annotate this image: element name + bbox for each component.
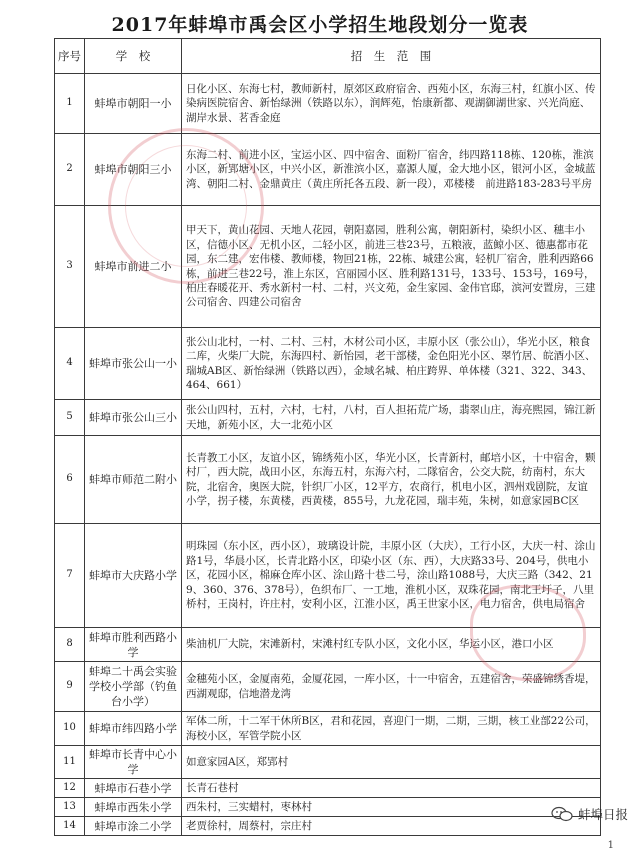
- enrollment-area: 军体二所，十二军干休所B区，君和花园，喜迎门一期，二期，三期，核工业部22公司，海校小区，军管学院小区: [182, 712, 601, 746]
- enrollment-area: 张公山北村，一村、二村、三村，木材公司小区，丰原小区（张公山），华光小区，粮食二库，火柴厂大院，东海四村、新怡园，老干部楼，金色阳光小区、翠竹居、皖酒小区、瑞城AB区、新怡绿洲（铁路以西），金域名城、柏庄跨界、单体楼（321、322、343、464、661）: [182, 328, 601, 400]
- school-name: 蚌埠市张公山三小: [85, 400, 182, 436]
- school-name: 蚌埠市石巷小学: [85, 779, 182, 798]
- school-name: 蚌埠市师范二附小: [85, 436, 182, 524]
- chat-bubble-icon: [551, 806, 573, 822]
- table-row: [55, 712, 601, 746]
- newspaper-watermark: [551, 805, 628, 823]
- enrollment-area: 日化小区、东海七村，教师新村，原郊区政府宿舍、西苑小区，东海三村，红旗小区、传染病医院宿舍、新怡绿洲（铁路以东），润辉苑，怡康新都、观湖御湖世家、兴光尚庭、湖岸水景、茗香金庭: [182, 74, 601, 134]
- table-row: [55, 662, 601, 712]
- school-name: 蚌埠二十禹会实验学校小学部（钓鱼台小学）: [85, 662, 182, 712]
- enrollment-area: 老贾徐村，周蔡村，宗庄村: [182, 817, 601, 836]
- school-name: 蚌埠市朝阳三小: [85, 134, 182, 206]
- table-header-row: [55, 39, 601, 74]
- enrollment-area: 明珠园（东小区，西小区），玻璃设计院，丰原小区（大庆），工行小区，大庆一村、涂山路1号，华晨小区，长青北路小区，印染小区（东、西），大庆路33号、204号，供电小区，花园小区，棉麻仓库小区、涂山路十巷二号，涂山路1088号，大庆三路（342、219、360、376、378号），色织布厂、一工地，淮机小区，双珠花园，南北王圩子，八里桥村，王岗村，许庄村，安利小区，江淮小区，禹王世家小区，电力宿舍，供电局宿舍: [182, 524, 601, 628]
- table-row: [55, 798, 601, 817]
- row-number: 9: [55, 662, 85, 712]
- row-number: 2: [55, 134, 85, 206]
- row-number: 14: [55, 817, 85, 836]
- school-name: 蚌埠市纬四路小学: [85, 712, 182, 746]
- row-number: 7: [55, 524, 85, 628]
- enrollment-area: 金穗苑小区，金厦南苑，金厦花园，一库小区，十一中宿舍，五建宿舍，荣盛锦绣香堤，西湖观邸，信地潜龙湾: [182, 662, 601, 712]
- header-number: 序号: [55, 39, 85, 74]
- row-number: 13: [55, 798, 85, 817]
- row-number: 5: [55, 400, 85, 436]
- table-row: [55, 524, 601, 628]
- table-row: [55, 817, 601, 836]
- school-name: 蚌埠市张公山一小: [85, 328, 182, 400]
- enrollment-area: 张公山四村，五村，六村，七村，八村，百人担拓荒广场，翡翠山庄，海亮熙园，锦江新天地，新苑小区，大一北苑小区: [182, 400, 601, 436]
- document-title: 2017年蚌埠市禹会区小学招生地段划分一览表: [111, 14, 529, 36]
- row-number: 4: [55, 328, 85, 400]
- row-number: 12: [55, 779, 85, 798]
- table-row: [55, 628, 601, 662]
- row-number: 1: [55, 74, 85, 134]
- enrollment-area: 长青教工小区，友谊小区，锦绣苑小区，华光小区，长青新村，邮培小区，十中宿舍，颗村厂，西大院，战田小区，东海五村，东海六村，二隊宿舍，公交大院，纺南村，东大院，北宿舍，奥医大院，针织厂小区，12平方，农商行，机电小区，泗州戏剧院，友谊小学，拐子楼，东黄楼，西黄楼，855号，九龙花园，瑞丰苑，朱树，如意家园BC区: [182, 436, 601, 524]
- table-row: [55, 328, 601, 400]
- enrollment-area: 长青石巷村: [182, 779, 601, 798]
- table-row: [55, 746, 601, 779]
- district-table-container: [54, 38, 600, 836]
- table-row: [55, 400, 601, 436]
- school-name: 蚌埠市大庆路小学: [85, 524, 182, 628]
- row-number: 8: [55, 628, 85, 662]
- school-name: 蚌埠市西朱小学: [85, 798, 182, 817]
- school-name: 蚌埠市胜利西路小学: [85, 628, 182, 662]
- row-number: 10: [55, 712, 85, 746]
- school-name: 蚌埠市朝阳一小: [85, 74, 182, 134]
- school-name: 蚌埠市前进二小: [85, 206, 182, 328]
- page-number: 1: [607, 840, 614, 851]
- enrollment-area: 甲天下，黄山花园、天地人花园，朝阳嘉园，胜利公寓，朝阳新村，染织小区、穗丰小区，信德小区、无机小区，二轻小区，前进三巷23号，五粮液，蓝鲸小区、德惠都市花园，东二建，宏伟楼、教师楼，物回21栋，22栋、城建公寓，轻机厂宿舍，胜利西路66栋，前进三巷22号，淮上东区，宫丽园小区、胜利路131号，133号、153号，169号，柏庄春暖花开、秀水新村一村、二村，兴文苑，金生家园、金伟官邸，滨河安置房，三建公司宿舍、四建公司宿舍: [182, 206, 601, 328]
- table-row: [55, 779, 601, 798]
- enrollment-area: 如意家园A区，郑郢村: [182, 746, 601, 779]
- enrollment-area: 柴油机厂大院，宋滩新村，宋滩村红专队小区，文化小区，华运小区，港口小区: [182, 628, 601, 662]
- enrollment-area: 东海二村、前进小区，宝运小区、四中宿舍、面粉厂宿舍，纬四路118栋、120栋，淮滨小区，新郢塘小区，中兴小区，新淮滨小区，嘉源人厦，金大地小区，银河小区，金城蓝湾、朝阳二村、金鼎黄庄（黄庄所托各五段、新一段），邓楼楼 前进路183-283号平房: [182, 134, 601, 206]
- row-number: 6: [55, 436, 85, 524]
- enrollment-area: 西朱村，三实蜡村，枣林村: [182, 798, 601, 817]
- school-name: 蚌埠市长青中心小学: [85, 746, 182, 779]
- row-number: 3: [55, 206, 85, 328]
- watermark-label: 蚌埠日报: [577, 807, 628, 822]
- table-row: [55, 134, 601, 206]
- school-name: 蚌埠市涂二小学: [85, 817, 182, 836]
- row-number: 11: [55, 746, 85, 779]
- table-row: [55, 206, 601, 328]
- header-area: 招 生 范 围: [182, 39, 601, 74]
- table-row: [55, 74, 601, 134]
- header-school: 学 校: [85, 39, 182, 74]
- table-row: [55, 436, 601, 524]
- district-table: [54, 38, 601, 836]
